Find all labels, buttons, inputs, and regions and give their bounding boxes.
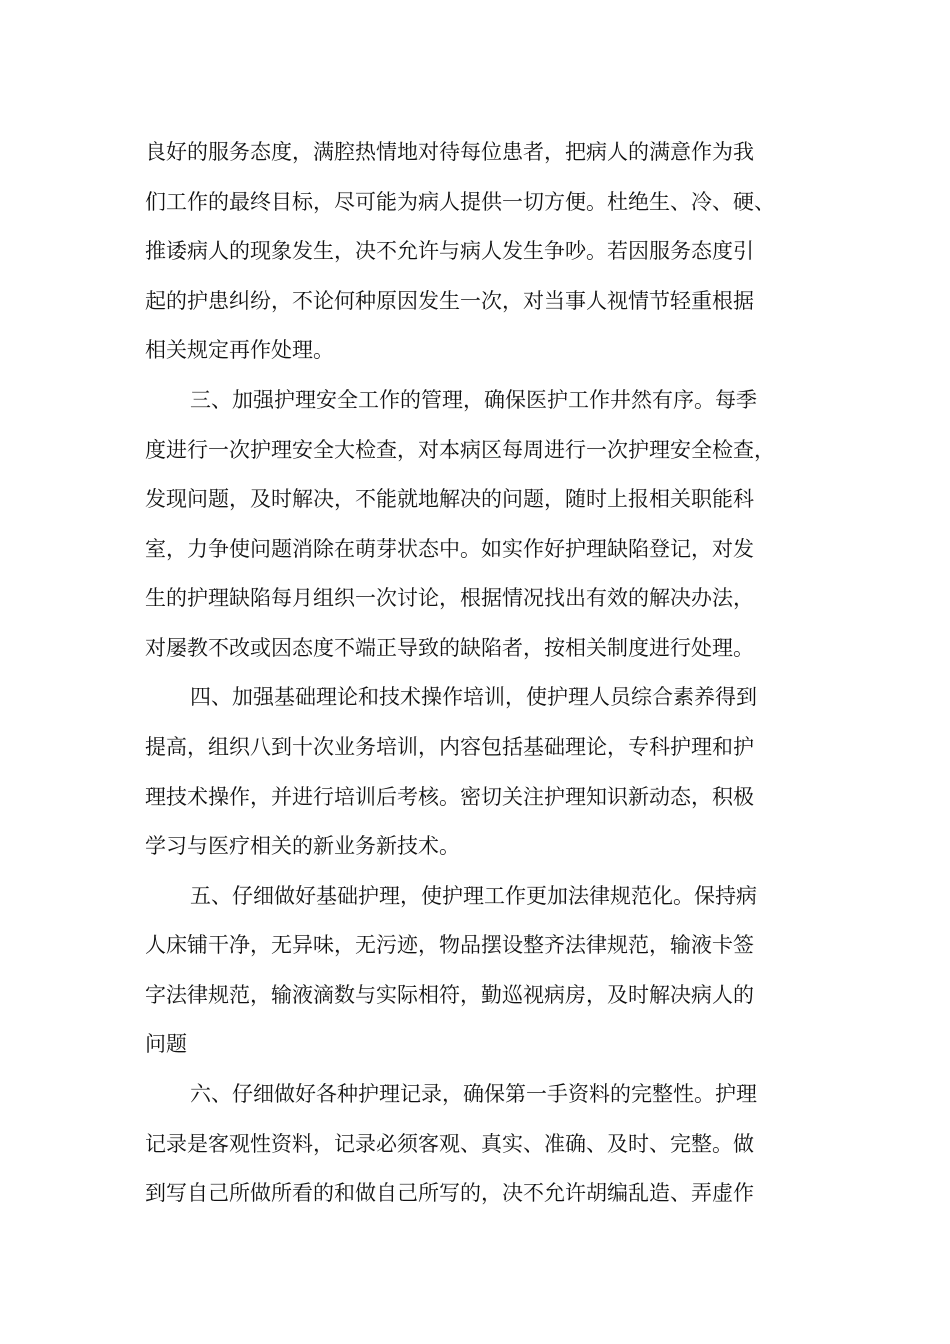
text-line: 们工作的最终目标，尽可能为病人提供一切方便。杜绝生、冷、硬、 xyxy=(145,190,775,214)
text-line: 记录是客观性资料，记录必须客观、真实、准确、及时、完整。做 xyxy=(145,1132,754,1156)
text-line: 理技术操作，并进行培训后考核。密切关注护理知识新动态，积极 xyxy=(145,785,754,809)
text-line: 字法律规范，输液滴数与实际相符，勤巡视病房，及时解决病人的 xyxy=(145,983,754,1007)
text-line: 生的护理缺陷每月组织一次讨论，根据情况找出有效的解决办法， xyxy=(145,586,754,610)
text-line: 四、加强基础理论和技术操作培训，使护理人员综合素养得到 xyxy=(190,685,757,709)
text-line: 良好的服务态度，满腔热情地对待每位患者，把病人的满意作为我 xyxy=(145,140,754,164)
text-line: 学习与医疗相关的新业务新技术。 xyxy=(145,834,460,858)
text-line: 推诿病人的现象发生，决不允许与病人发生争吵。若因服务态度引 xyxy=(145,239,754,263)
text-line: 起的护患纠纷，不论何种原因发生一次，对当事人视情节轻重根据 xyxy=(145,289,754,313)
text-line: 五、仔细做好基础护理，使护理工作更加法律规范化。保持病 xyxy=(190,884,757,908)
text-line: 六、仔细做好各种护理记录，确保第一手资料的完整性。护理 xyxy=(190,1082,757,1106)
text-line: 对屡教不改或因态度不端正导致的缺陷者，按相关制度进行处理。 xyxy=(145,636,754,660)
text-line: 提高，组织八到十次业务培训，内容包括基础理论，专科护理和护 xyxy=(145,735,754,759)
text-line: 相关规定再作处理。 xyxy=(145,338,334,362)
text-line: 问题 xyxy=(145,1032,187,1056)
text-line: 到写自己所做所看的和做自己所写的，决不允许胡编乱造、弄虚作 xyxy=(145,1181,754,1205)
text-line: 度进行一次护理安全大检查，对本病区每周进行一次护理安全检查， xyxy=(145,438,775,462)
text-line: 室，力争使问题消除在萌芽状态中。如实作好护理缺陷登记，对发 xyxy=(145,537,754,561)
text-line: 发现问题，及时解决，不能就地解决的问题，随时上报相关职能科 xyxy=(145,487,754,511)
text-line: 人床铺干净，无异味，无污迹，物品摆设整齐法律规范，输液卡签 xyxy=(145,933,754,957)
text-line: 三、加强护理安全工作的管理，确保医护工作井然有序。每季 xyxy=(190,388,757,412)
